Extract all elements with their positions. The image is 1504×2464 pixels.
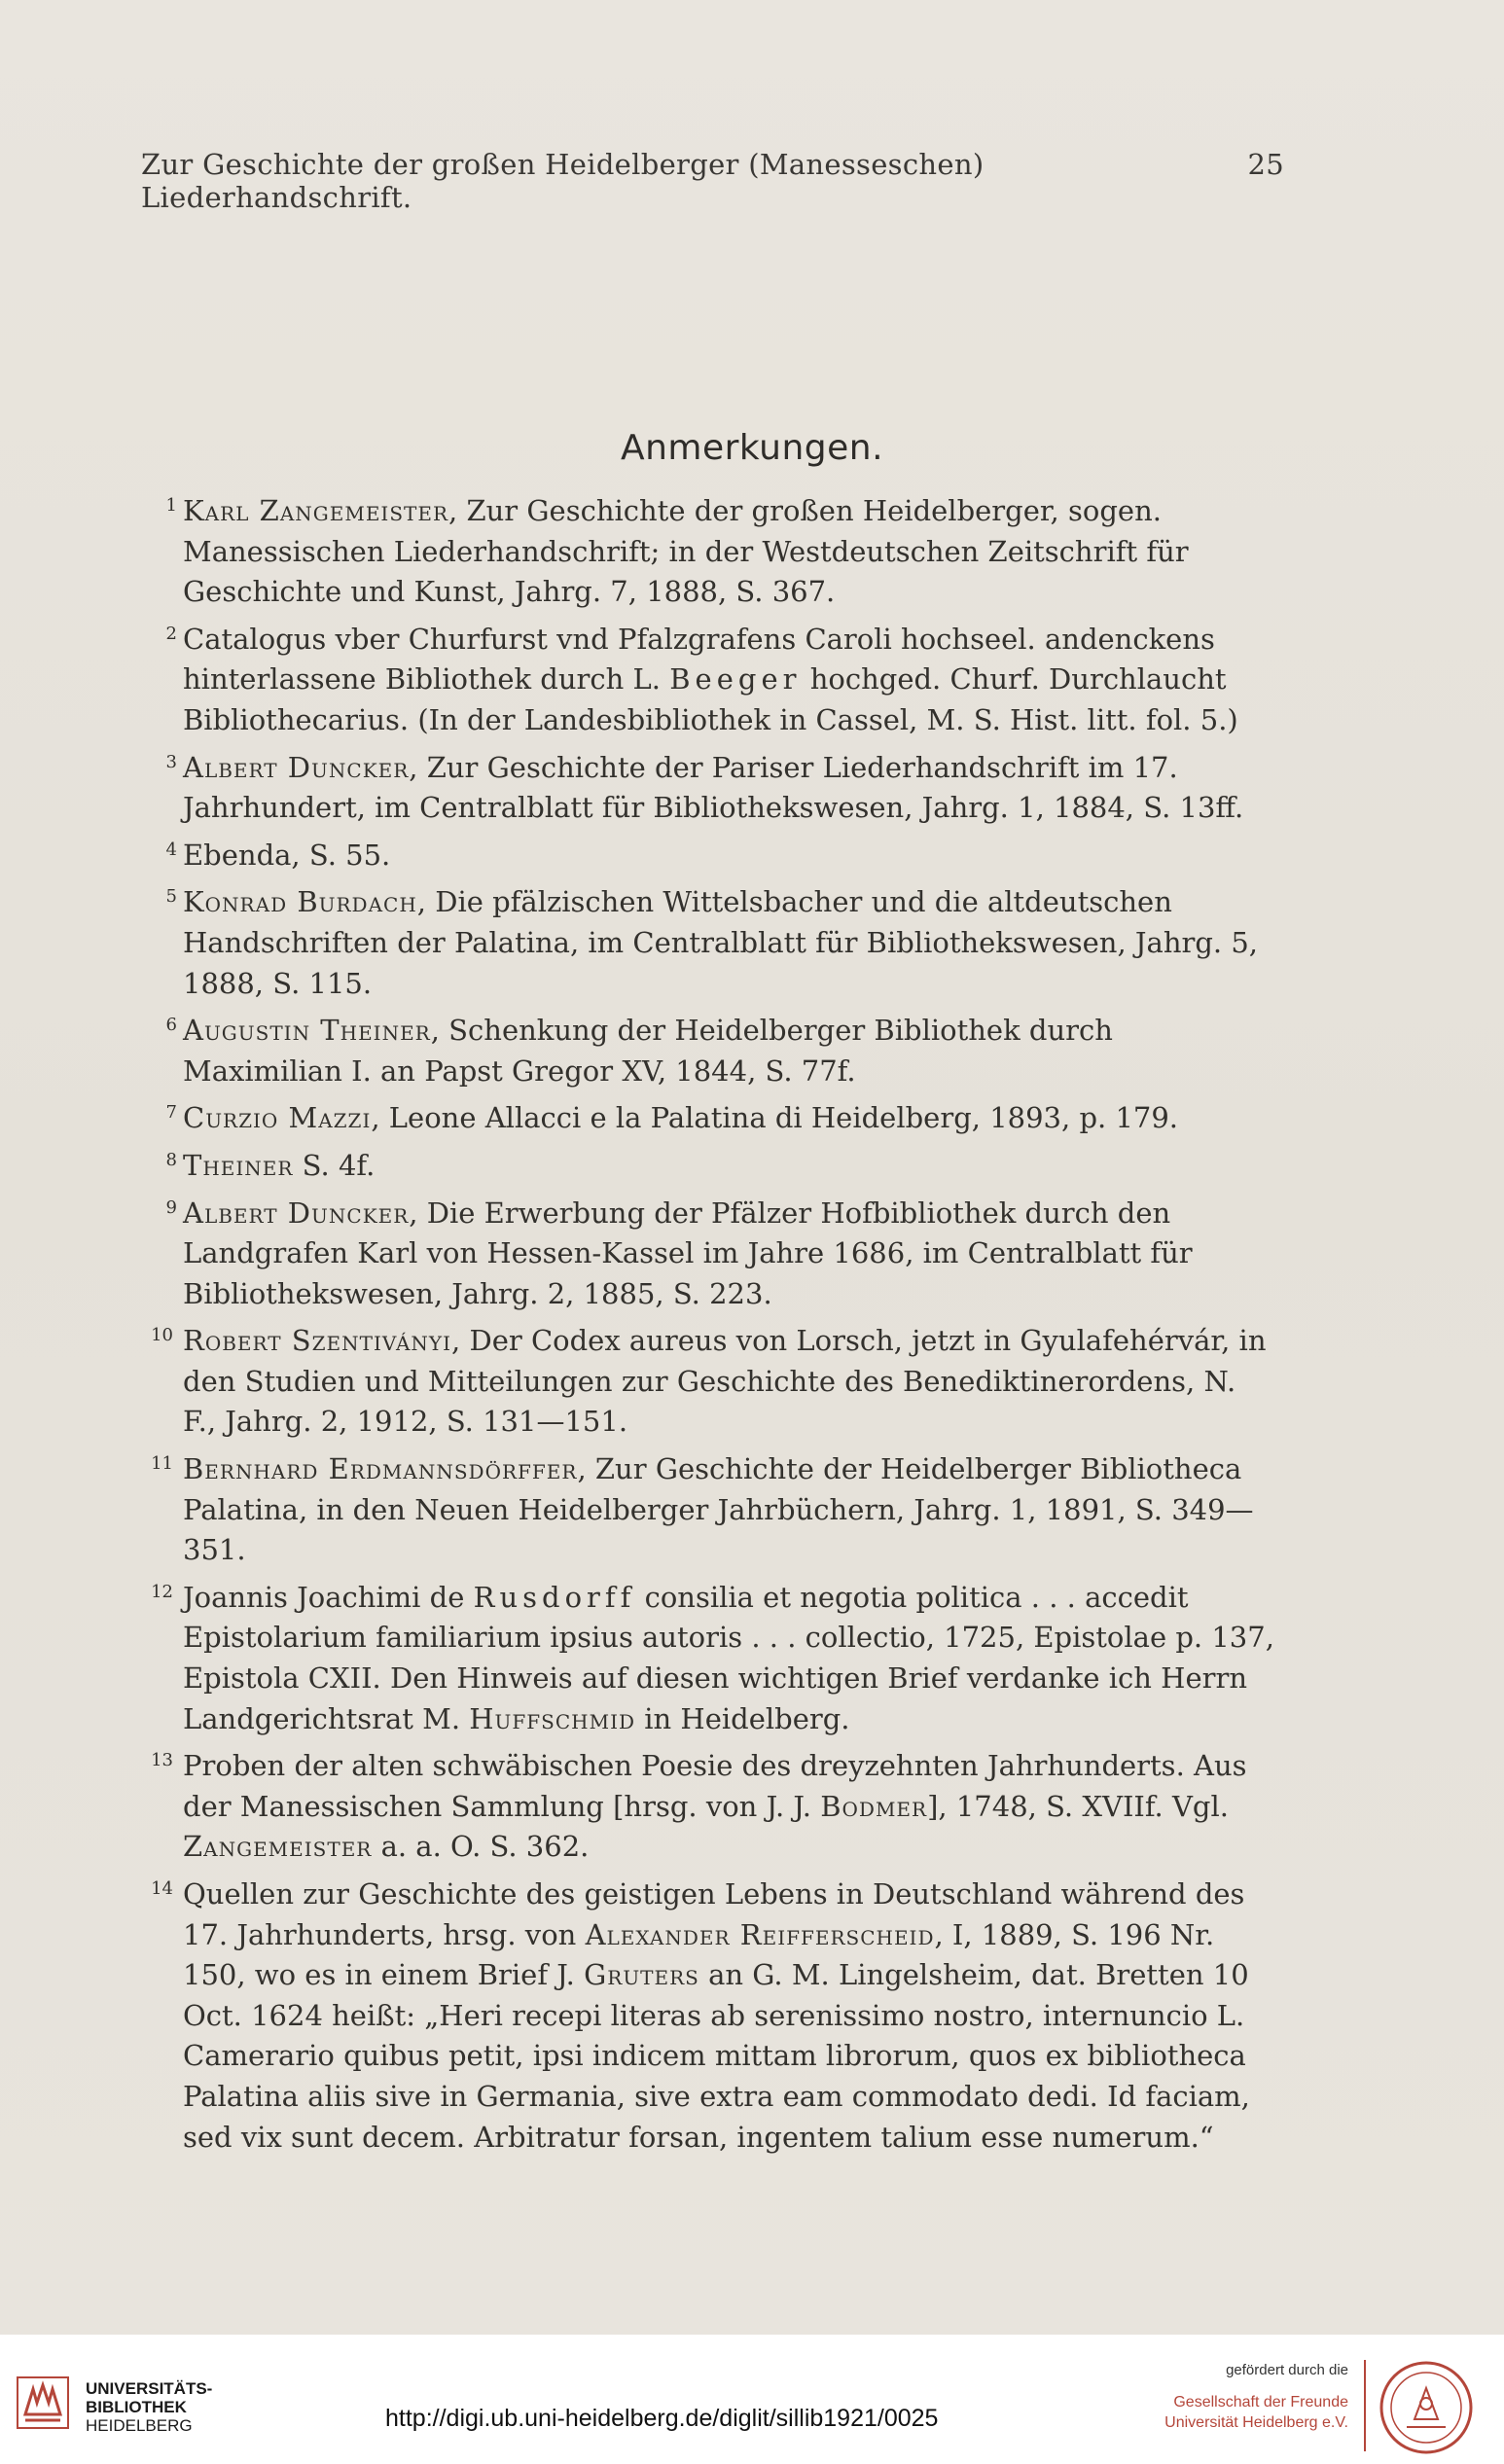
- endnote-number: 13: [151, 1750, 173, 1771]
- endnote-text: Catalogus vber Churfurst vnd Pfalzgrafens Caroli hochseel. andenckens hinterlassene Bibliothek durch L.: [183, 622, 1215, 696]
- endnote-text: , Die Erwerbung der Pfälzer Hofbibliothek durch den Landgrafen Karl von Hessen-Kassel im Jahre 1686, im Centralblatt für Bibliothekswesen, Jahrg. 2, 1885, S. 223.: [183, 1196, 1193, 1310]
- endnote-author-name: Rusdorff: [473, 1580, 636, 1614]
- university-seal-icon: [1378, 2359, 1475, 2456]
- endnote-text: a. a. O. S. 362.: [372, 1830, 590, 1864]
- endnote-number: 6: [165, 1015, 177, 1036]
- university-library-logo-icon: [16, 2375, 70, 2430]
- endnote-author-name: Augustin Theiner: [183, 1014, 431, 1048]
- running-head-title: Zur Geschichte der großen Heidelberger (Manesseschen) Liederhandschrift.: [141, 148, 985, 214]
- endnote-item: [144, 1875, 1277, 2158]
- endnote-text: Joannis Joachimi de: [183, 1580, 474, 1614]
- library-line-2: BIBLIOTHEK: [86, 2398, 187, 2416]
- endnote-item: [144, 748, 1277, 829]
- endnote-text: hochged. Churf. Durchlaucht Bibliothecarius. (In der Landesbibliothek in Cassel, M. S. Hist. litt. fol. 5.): [183, 662, 1238, 736]
- endnote-author-name: Zangemeister: [183, 1830, 373, 1864]
- endnote-author-name: Beeger: [669, 662, 802, 696]
- endnote-number: 7: [165, 1102, 177, 1124]
- endnote-item: [144, 1578, 1277, 1739]
- endnote-author-name: Bernhard Erdmannsdörffer: [183, 1452, 578, 1486]
- sponsor-line-2: Universität Heidelberg e.V.: [1164, 2414, 1348, 2431]
- endnote-item: [144, 1098, 1277, 1139]
- endnote-number: 5: [165, 886, 177, 908]
- endnote-item: [144, 1449, 1277, 1571]
- endnotes-list: [144, 491, 1277, 2164]
- endnote-text: , Zur Geschichte der Pariser Liederhandschrift im 17. Jahrhundert, im Centralblatt für Bibliothekswesen, Jahrg. 1, 1884, S. 13ff.: [183, 750, 1244, 825]
- page-number: 25: [1247, 148, 1284, 181]
- endnote-text: , Zur Geschichte der Heidelberger Bibliotheca Palatina, in den Neuen Heidelberger Jahrbüchern, Jahrg. 1, 1891, S. 349—351.: [183, 1452, 1254, 1567]
- endnote-author-name: Theiner: [183, 1148, 294, 1182]
- endnote-number: 11: [151, 1453, 173, 1475]
- endnote-text: , Zur Geschichte der großen Heidelberger, sogen. Manessischen Liederhandschrift; in der Westdeutschen Zeitschrift für Geschichte und Kunst, Jahrg. 7, 1888, S. 367.: [183, 494, 1189, 609]
- endnote-text: S. 4f.: [293, 1148, 376, 1182]
- endnote-number: 12: [151, 1581, 173, 1602]
- footer-divider: [1364, 2360, 1366, 2451]
- library-line-1: UNIVERSITÄTS-: [86, 2379, 213, 2398]
- endnote-text: in Heidelberg.: [635, 1701, 850, 1735]
- endnote-number: 2: [165, 623, 177, 644]
- endnote-text: , Leone Allacci e la Palatina di Heidelberg, 1893, p. 179.: [371, 1101, 1179, 1135]
- endnote-author-name: Gruters: [584, 1958, 699, 1992]
- footer-bar: [0, 2335, 1504, 2464]
- endnote-item: [144, 1321, 1277, 1443]
- endnote-author-name: Karl Zangemeister: [183, 494, 449, 527]
- endnote-item: [144, 836, 1277, 876]
- endnote-text: Proben der alten schwäbischen Poesie des dreyzehnten Jahrhunderts. Aus der Manessischen Sammlung [hrsg. von J. J.: [183, 1749, 1247, 1823]
- endnote-text: , Der Codex aureus von Lorsch, jetzt in Gyulafehérvár, in den Studien und Mitteilungen zur Geschichte des Benediktinerordens, N. F., Jahrg. 2, 1912, S. 131—151.: [183, 1324, 1267, 1439]
- endnote-item: [144, 620, 1277, 741]
- endnote-text: , Die pfälzischen Wittelsbacher und die altdeutschen Handschriften der Palatina, im Centralblatt für Bibliothekswesen, Jahrg. 5, 1888, S. 115.: [183, 885, 1259, 1000]
- endnote-text: Ebenda, S. 55.: [183, 838, 391, 872]
- endnote-item: [144, 882, 1277, 1004]
- endnote-text: , I, 1889, S. 196 Nr. 150, wo es in einem Brief J.: [183, 1917, 1215, 1992]
- endnote-item: [144, 491, 1277, 613]
- running-head: [141, 148, 1284, 214]
- endnote-text: , Schenkung der Heidelberger Bibliothek durch Maximilian I. an Papst Gregor XV, 1844, S. 77f.: [183, 1014, 1113, 1088]
- endnote-item: [144, 1146, 1277, 1187]
- sponsor-intro: gefördert durch die: [1226, 2362, 1348, 2378]
- endnote-number: 8: [165, 1149, 177, 1170]
- endnote-text: an G. M. Lingelsheim, dat. Bretten 10 Oct. 1624 heißt: „Heri recepi literas ab serenissimo nostro, internuncio L. Camerario quibus petit, ipsi indicem mittam librorum, quos ex bibliotheca Palatina aliis sive in Germania, sive extra eam commodato dedi. Id faciam, sed vix sunt decem. Arbitratur forsan, ingentem talium esse numerum.“: [183, 1958, 1250, 2154]
- endnote-author-name: Albert Duncker: [183, 1196, 410, 1230]
- endnote-author-name: Huffschmid: [469, 1701, 636, 1735]
- sponsor-line-1: Gesellschaft der Freunde: [1173, 2394, 1348, 2410]
- endnote-number: 1: [165, 495, 177, 516]
- sponsor-block: [1154, 2362, 1348, 2433]
- library-name: [86, 2379, 212, 2435]
- endnote-text: consilia et negotia politica . . . accedit Epistolarium familiarium ipsius autoris . . . collectio, 1725, Epistolae p. 137, Epistola CXII. Den Hinweis auf diesen wichtigen Brief verdanke ich Herrn Landgerichtsrat M.: [183, 1580, 1274, 1735]
- endnote-text: ], 1748, S. XVIIf. Vgl.: [927, 1789, 1229, 1823]
- endnote-item: [144, 1011, 1277, 1091]
- library-line-3: HEIDELBERG: [86, 2416, 193, 2435]
- notes-heading: Anmerkungen.: [620, 428, 884, 468]
- endnote-text: Quellen zur Geschichte des geistigen Lebens in Deutschland während des 17. Jahrhunderts, hrsg. von: [183, 1877, 1245, 1951]
- endnote-number: 9: [165, 1196, 177, 1218]
- endnote-number: 4: [165, 839, 177, 860]
- endnote-author-name: Albert Duncker: [183, 750, 410, 784]
- endnote-author-name: Curzio Mazzi: [183, 1101, 372, 1135]
- endnote-number: 3: [165, 751, 177, 772]
- endnote-item: [144, 1194, 1277, 1315]
- endnote-author-name: Robert Szentiványi: [183, 1324, 452, 1358]
- endnote-author-name: Bodmer: [820, 1789, 928, 1823]
- endnote-author-name: Alexander Reifferscheid: [585, 1917, 935, 1951]
- endnote-number: 10: [151, 1325, 173, 1346]
- endnote-item: [144, 1746, 1277, 1868]
- permalink-url[interactable]: http://digi.ub.uni-heidelberg.de/diglit/sillib1921/0025: [385, 2405, 939, 2432]
- endnote-number: 14: [151, 1878, 173, 1899]
- endnote-author-name: Konrad Burdach: [183, 885, 417, 919]
